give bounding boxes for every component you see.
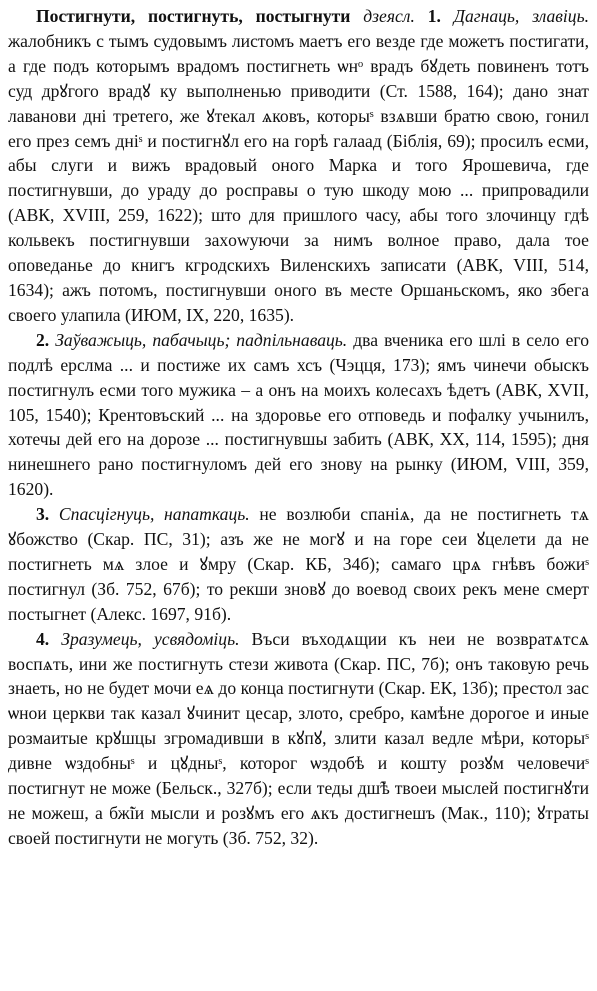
entry-sense-2 [8,328,589,502]
sense-gloss: Заўважыць, пабачыць; падпільнаваць. [55,329,348,350]
sense-gloss: Зразумець, усвядоміць. [61,628,240,649]
sense-number: 3. [36,504,50,525]
entry-sense-4 [8,627,589,851]
sense-number: 1. [427,6,441,26]
part-of-speech: дзеясл. [363,6,415,26]
entry-sense-1 [8,4,589,328]
sense-citations: два вченика его шлі в село его подлѣ ерслма ... и постиже их самъ хсъ (Чэцця, 173); ямъ чинечи обыскъ постигнулъ есми того мужика – а онъ на моихъ колесахъ ѣдетъ (АВК, XVII, 105, 1540); Крентовъский ... на здоровье его отповедь и пофалку учынилъ, хотечы дей его на дорозе ... постигнувшы забить (АВК, XX, 114, 1595); дня нинешнего рано постигнуломъ дей его знову на рынку (ИЮМ, VIII, 359, 1620). [8,329,589,500]
sense-citations: жалобникъ с тымъ судовымъ листомъ маетъ его везде где можетъ постигати, а где подъ которымъ врадомъ постигнеть ѡнᵒ врадъ бꙋдеть повиненъ тотъ суд дрꙋгого врадꙋ ку выполненью приводити (Ст. 1588, 164); дано знат лаванови дні третего, же ꙋтекал ѧковъ, которыˢ взѧвши братю свою, гонил его през семъ днiˢ и постигнꙋл его на горѣ галаад (Біблія, 69); просилъ есми, абы слуги и вижъ врадовый оного Марка и того Ярошевича, где постигнувши, до ураду до росправы о тую шкоду мою ... припровадили (АВК, XVIII, 259, 1622); што для пришлого часу, абы того злочинцу гдѣ кольвекъ постигнувши захowyючи за нимъ волное право, дала тое оповеданье до книгъ кгродскихъ Виленскихъ записати (АВК, VIII, 514, 1634); ажъ потомъ, постигнувши оного въ месте Оршаньскомъ, яко збега своего улапила (ИЮМ, IX, 220, 1635). [8,30,589,325]
sense-citations: не возлюби спанiѧ, да не постигнеть тѧ ꙋбожство (Скар. ПС, 31); азъ же не могꙋ и на горе сеи ꙋцелети да не постигнеть мѧ злое и ꙋмру (Скар. КБ, 34б); самаго црѧ гнѣвъ божиˢ постигнул (Зб. 752, 67б); то рекши зновꙋ до воевод своих рекъ мене смерт постыгнет (Алекс. 1697, 91б). [8,504,589,624]
sense-gloss: Спасцігнуць, напаткаць. [58,504,250,525]
sense-number: 4. [36,628,50,649]
sense-citations: Въси въходѧщии къ неи не возвратѧтсѧ воспѧть, ини же постигнуть стези живота (Скар. ПС, 7б); онъ таковую речь знаеть, но не будет мочи еѧ до конца постигнути (Скар. ЕК, 13б); престол зас ѡнои церкви так казал ꙋчинит цесар, злото, сребро, камѣне дорогое и иные розмаитые крꙋшцы згромадивши в кꙋпꙋ, злити казал ведле мѣри, которыˢ дивне ѡздобныˢ и цꙋдныˢ, которог ѡздобѣ и кошту розꙋм человечиˢ постигнут не може (Бельск., 327б); если теды дш̃ѣ твоеи мыслей постигнꙋти не можеш, а бж̃iи мысли и розꙋмъ его ѧкъ достигнешъ (Мак., 110); ꙋтраты своей постигнути не могуть (Зб. 752, 32). [8,628,589,848]
sense-number: 2. [36,329,50,350]
entry-sense-3 [8,502,589,627]
headword: Постигнути, постигнуть, постыгнути [36,6,351,26]
sense-gloss: Дагнаць, злавіць. [453,6,589,26]
